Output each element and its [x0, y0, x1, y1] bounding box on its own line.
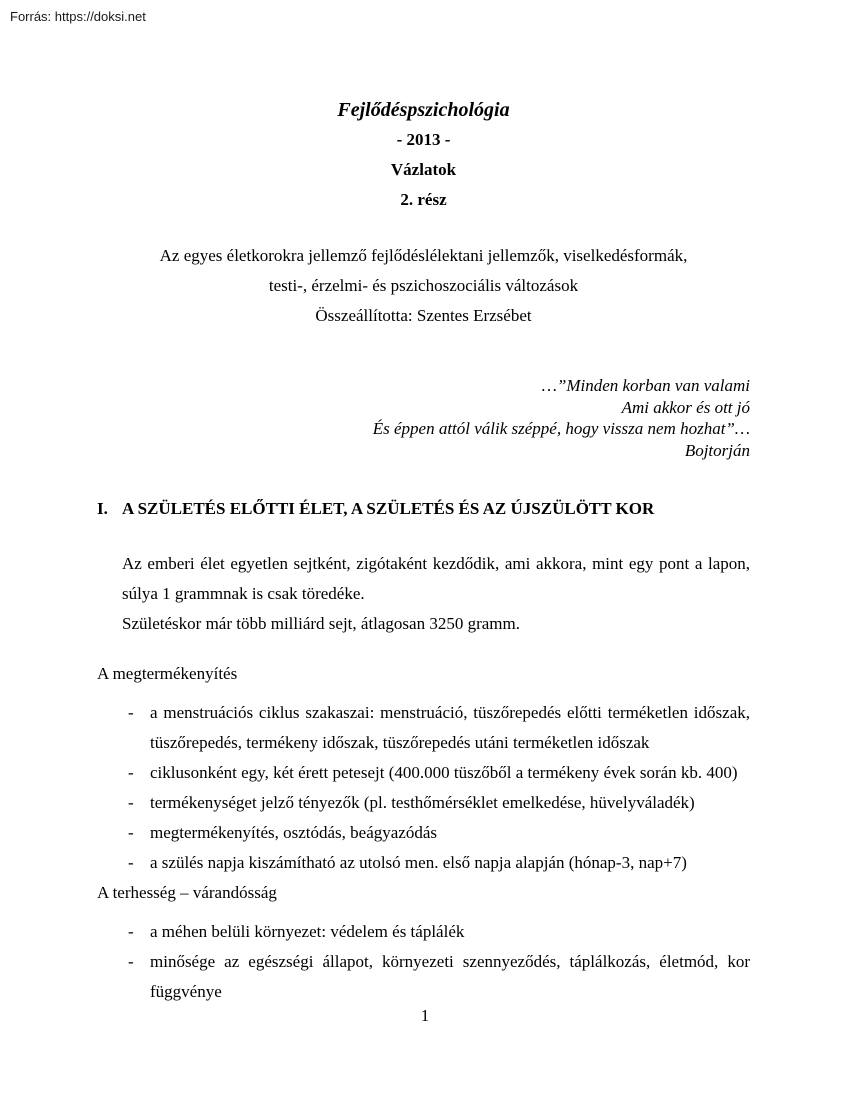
- document-part: 2. rész: [400, 190, 447, 209]
- title-block: [97, 95, 750, 215]
- bullet-item: [97, 818, 750, 848]
- bullet-dash-marker: -: [128, 703, 134, 722]
- bullet-dash-marker: -: [128, 922, 134, 941]
- source-url-line: Forrás: https://doksi.net: [10, 9, 146, 24]
- quote-line: És éppen attól válik széppé, hogy vissza nem hozhat”…: [372, 419, 750, 438]
- document-title: Fejlődéspszichológia: [337, 99, 510, 121]
- bullet-dash-marker: -: [128, 793, 134, 812]
- bullet-list-pregnancy: [97, 917, 750, 1007]
- body-paragraphs: [122, 549, 750, 639]
- intro-line: testi-, érzelmi- és pszichoszociális változások: [268, 276, 579, 295]
- bullet-text: minősége az egészségi állapot, környezeti szennyeződés, táplálkozás, életmód, kor függvénye: [150, 952, 750, 1001]
- bullet-list-fertilization: [97, 698, 750, 878]
- bullet-text: megtermékenyítés, osztódás, beágyazódás: [150, 823, 438, 842]
- bullet-text: a menstruációs ciklus szakaszai: menstruáció, tüszőrepedés előtti terméketlen időszak, tüszőrepedés, termékeny időszak, tüszőrepedés utáni terméketlen időszak: [150, 703, 750, 752]
- quote-block: [97, 375, 750, 461]
- section-numeral: I.: [97, 499, 108, 518]
- page-number: 1: [420, 1006, 430, 1025]
- subsection-heading-fertilization: A megtermékenyítés: [97, 664, 238, 683]
- bullet-text: a szülés napja kiszámítható az utolsó men. első napja alapján (hónap-3, nap+7): [150, 853, 687, 872]
- bullet-dash-marker: -: [128, 853, 134, 872]
- intro-block: [97, 241, 750, 331]
- bullet-dash-marker: -: [128, 952, 134, 971]
- bullet-item: [97, 758, 750, 788]
- bullet-text: a méhen belüli környezet: védelem és táplálék: [150, 922, 465, 941]
- document-subtitle: Vázlatok: [390, 160, 457, 179]
- quote-line: …”Minden korban van valami: [541, 376, 750, 395]
- bullet-text: termékenységet jelző tényezők (pl. testhőmérséklet emelkedése, hüvelyváladék): [150, 793, 695, 812]
- subsection-heading-pregnancy: A terhesség – várandósság: [97, 883, 277, 902]
- quote-line: Bojtorján: [684, 440, 750, 460]
- intro-line: Összeállította: Szentes Erzsébet: [315, 306, 532, 325]
- bullet-dash-marker: -: [128, 823, 134, 842]
- bullet-item: [97, 788, 750, 818]
- bullet-item: [97, 698, 750, 758]
- section-heading: [97, 494, 750, 524]
- bullet-item: [97, 848, 750, 878]
- bullet-text: ciklusonként egy, két érett petesejt (400.000 tüszőből a termékeny évek során kb. 400): [150, 763, 738, 782]
- document-year: - 2013 -: [396, 130, 451, 149]
- bullet-item: [97, 917, 750, 947]
- body-paragraph: Születéskor már több milliárd sejt, átlagosan 3250 gramm.: [122, 614, 520, 633]
- bullet-dash-marker: -: [128, 763, 134, 782]
- bullet-item: [97, 947, 750, 1007]
- intro-line: Az egyes életkorokra jellemző fejlődéslélektani jellemzők, viselkedésformák,: [159, 246, 688, 265]
- body-paragraph: Az emberi élet egyetlen sejtként, zigótaként kezdődik, ami akkora, mint egy pont a lapon, súlya 1 grammnak is csak töredéke.: [122, 554, 750, 603]
- quote-line: Ami akkor és ott jó: [621, 397, 750, 417]
- section-title: A SZÜLETÉS ELŐTTI ÉLET, A SZÜLETÉS ÉS AZ ÚJSZÜLÖTT KOR: [122, 499, 655, 518]
